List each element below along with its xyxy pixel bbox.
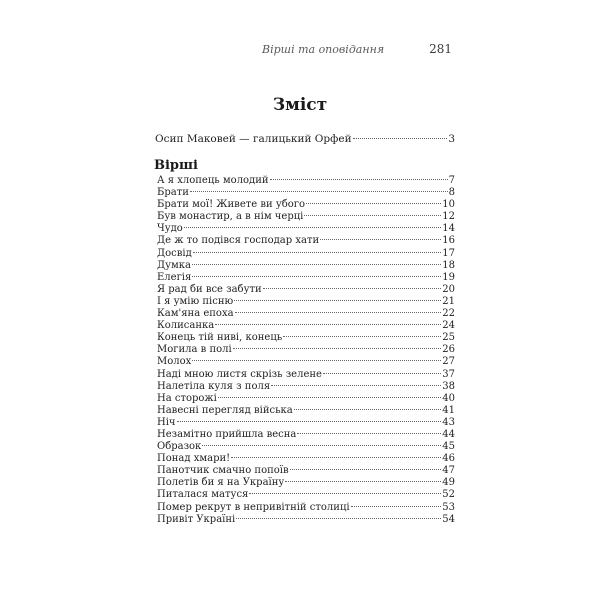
toc-entry[interactable] bbox=[157, 308, 455, 320]
toc-entry-title: Досвід bbox=[157, 247, 192, 259]
toc-entry[interactable] bbox=[157, 369, 455, 381]
toc-entry-page: 26 bbox=[442, 344, 455, 356]
toc-entry[interactable] bbox=[157, 320, 455, 332]
toc-entry-page: 25 bbox=[442, 332, 455, 344]
dot-leader bbox=[190, 191, 448, 192]
toc-entry[interactable] bbox=[157, 381, 455, 393]
toc-entry-title: Налетіла куля з поля bbox=[157, 380, 271, 392]
toc-entry-title: Був монастир, а в нім черці bbox=[157, 211, 304, 223]
toc-entry-title: Осип Маковей — галицький Орфей bbox=[155, 133, 352, 145]
toc-entry[interactable] bbox=[157, 356, 455, 368]
toc-entry[interactable] bbox=[157, 489, 455, 501]
dot-leader bbox=[202, 445, 441, 446]
toc-entry-title: Панотчик смачно попоїв bbox=[157, 465, 289, 477]
toc-entry-page: 38 bbox=[442, 380, 455, 392]
toc-entry-page: 18 bbox=[442, 259, 455, 271]
toc-entry-title: Де ж то подівся господар хати bbox=[157, 235, 320, 247]
toc-entry[interactable] bbox=[157, 477, 455, 489]
toc-entry[interactable] bbox=[157, 344, 455, 356]
dot-leader bbox=[351, 506, 442, 507]
dot-leader bbox=[233, 348, 442, 349]
toc-entry-title: Елегія bbox=[157, 271, 192, 283]
dot-leader bbox=[218, 397, 441, 398]
dot-leader bbox=[192, 264, 441, 265]
toc-entry-title: Брати мої! Живете ви убого bbox=[157, 199, 306, 211]
dot-leader bbox=[263, 288, 442, 289]
toc-entry-page: 27 bbox=[442, 356, 455, 368]
toc-entry-page: 45 bbox=[442, 441, 455, 453]
toc-entry-page: 47 bbox=[442, 465, 455, 477]
toc-entry-page: 44 bbox=[442, 428, 455, 440]
toc-entry-page: 19 bbox=[442, 271, 455, 283]
toc-entry-title: Брати bbox=[157, 187, 189, 199]
toc-entry-title: Могила в полі bbox=[157, 344, 232, 356]
toc-entry-title: На сторожі bbox=[157, 392, 217, 404]
toc-entry-title: І я умію пісню bbox=[157, 295, 234, 307]
toc-entry-page: 7 bbox=[448, 175, 455, 186]
dot-leader bbox=[271, 385, 441, 386]
toc-entry-title: Конець тій ниві, конець bbox=[157, 332, 283, 344]
toc-list bbox=[157, 175, 455, 526]
toc-entry[interactable] bbox=[157, 393, 455, 405]
toc-entry[interactable] bbox=[157, 296, 455, 308]
dot-leader bbox=[231, 457, 441, 458]
dot-leader bbox=[290, 469, 442, 470]
dot-leader bbox=[234, 300, 441, 301]
toc-entry[interactable] bbox=[157, 272, 455, 284]
toc-entry-page: 49 bbox=[442, 477, 455, 489]
dot-leader bbox=[215, 324, 441, 325]
toc-entry-page: 3 bbox=[448, 133, 455, 145]
toc-entry-title: Навесні перегляд війська bbox=[157, 404, 293, 416]
toc-entry-page: 20 bbox=[442, 283, 455, 295]
running-head bbox=[150, 42, 452, 56]
dot-leader bbox=[304, 215, 441, 216]
toc-entry-page: 24 bbox=[442, 320, 455, 332]
toc-entry-page: 22 bbox=[442, 308, 455, 320]
section-heading: Вірші bbox=[154, 158, 198, 173]
toc-entry-title: Кам'яна епоха bbox=[157, 308, 234, 320]
toc-entry-title: Молох bbox=[157, 356, 192, 368]
toc-entry-page: 40 bbox=[442, 392, 455, 404]
toc-entry[interactable] bbox=[157, 284, 455, 296]
dot-leader bbox=[236, 518, 441, 519]
dot-leader bbox=[249, 493, 441, 494]
toc-entry-title: Привіт Україні bbox=[157, 513, 236, 525]
toc-entry-title: А я хлопець молодий bbox=[157, 175, 269, 186]
page-number: 281 bbox=[429, 42, 452, 56]
toc-entry[interactable] bbox=[157, 453, 455, 465]
toc-entry-title: Я рад би все забути bbox=[157, 283, 262, 295]
toc-entry-page: 54 bbox=[442, 513, 455, 525]
contents-title: Зміст bbox=[272, 95, 328, 115]
toc-entry-title: Понад хмари! bbox=[157, 453, 231, 465]
dot-leader bbox=[235, 312, 442, 313]
toc-entry-page: 41 bbox=[442, 404, 455, 416]
toc-entry-title: Питалася матуся bbox=[157, 489, 249, 501]
toc-entry-page: 46 bbox=[442, 453, 455, 465]
toc-entry-page: 8 bbox=[448, 187, 455, 199]
toc-entry[interactable] bbox=[157, 502, 455, 514]
dot-leader bbox=[306, 203, 441, 204]
dot-leader bbox=[353, 138, 448, 139]
dot-leader bbox=[270, 179, 448, 180]
toc-entry-page: 12 bbox=[442, 211, 455, 223]
toc-entry-page: 14 bbox=[442, 223, 455, 235]
toc-entry-title: Образок bbox=[157, 441, 202, 453]
dot-leader bbox=[192, 360, 441, 361]
toc-entry-page: 16 bbox=[442, 235, 455, 247]
toc-entry[interactable] bbox=[157, 514, 455, 526]
toc-entry[interactable] bbox=[157, 405, 455, 417]
toc-entry[interactable] bbox=[157, 441, 455, 453]
toc-entry-title: Колисанка bbox=[157, 320, 215, 332]
toc-entry[interactable] bbox=[157, 332, 455, 344]
dot-leader bbox=[177, 421, 442, 422]
toc-entry[interactable] bbox=[157, 211, 455, 223]
toc-entry-page: 52 bbox=[442, 489, 455, 501]
toc-entry[interactable] bbox=[157, 187, 455, 199]
toc-entry-title: Думка bbox=[157, 259, 192, 271]
dot-leader bbox=[297, 433, 441, 434]
toc-entry-title: Полетів би я на Україну bbox=[157, 477, 285, 489]
dot-leader bbox=[294, 409, 442, 410]
toc-line bbox=[155, 132, 455, 146]
toc-entry[interactable] bbox=[157, 223, 455, 235]
intro-entry[interactable] bbox=[155, 132, 455, 146]
toc-entry[interactable] bbox=[157, 260, 455, 272]
toc-entry[interactable] bbox=[157, 248, 455, 260]
toc-entry-page: 37 bbox=[442, 368, 455, 380]
toc-entry[interactable] bbox=[157, 417, 455, 429]
toc-entry[interactable] bbox=[157, 429, 455, 441]
toc-entry-title: Помер рекрут в непривітній столиці bbox=[157, 501, 350, 513]
dot-leader bbox=[285, 481, 441, 482]
toc-entry-page: 21 bbox=[442, 295, 455, 307]
toc-entry-title: Наді мною листя скрізь зелене bbox=[157, 368, 322, 380]
dot-leader bbox=[283, 336, 441, 337]
toc-entry[interactable] bbox=[157, 175, 455, 187]
toc-entry-page: 53 bbox=[442, 501, 455, 513]
dot-leader bbox=[193, 252, 442, 253]
toc-entry-title: Незамітно прийшла весна bbox=[157, 428, 297, 440]
toc-entry-title: Ніч bbox=[157, 416, 176, 428]
dot-leader bbox=[323, 373, 441, 374]
toc-entry-page: 17 bbox=[442, 247, 455, 259]
toc-entry-page: 10 bbox=[442, 199, 455, 211]
toc-entry[interactable] bbox=[157, 199, 455, 211]
toc-entry-title: Чудо bbox=[157, 223, 183, 235]
toc-entry[interactable] bbox=[157, 465, 455, 477]
running-title: Вірші та оповідання bbox=[262, 43, 385, 56]
dot-leader bbox=[184, 227, 441, 228]
dot-leader bbox=[192, 276, 441, 277]
dot-leader bbox=[320, 239, 441, 240]
toc-entry[interactable] bbox=[157, 235, 455, 247]
toc-entry-page: 43 bbox=[442, 416, 455, 428]
